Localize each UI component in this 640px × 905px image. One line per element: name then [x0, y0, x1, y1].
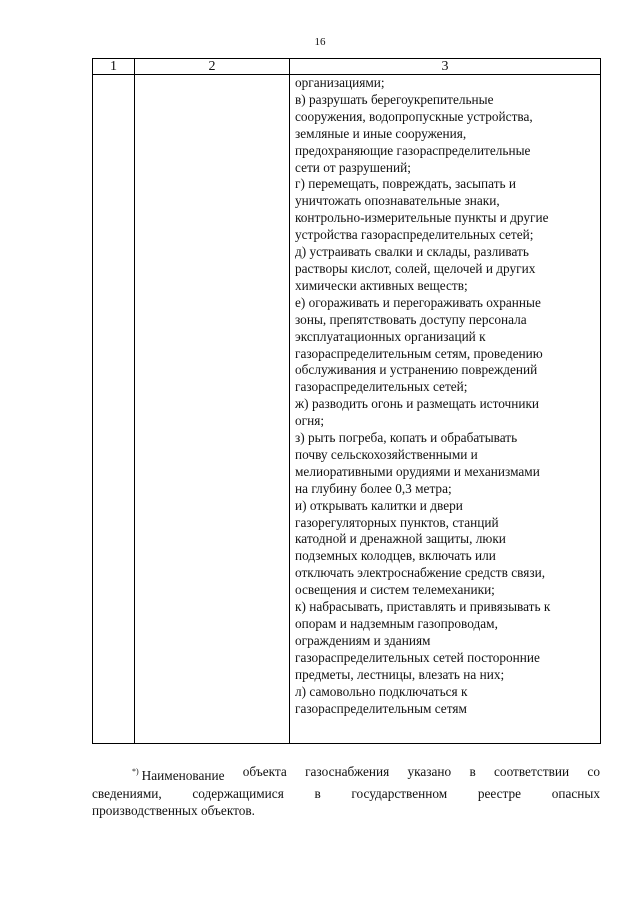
text-line: д) устраивать свалки и склады, разливать — [295, 244, 529, 260]
footnote-word: государственном — [351, 785, 448, 801]
text-line: з) рыть погреба, копать и обрабатывать — [295, 430, 518, 446]
footnote-word: в — [314, 785, 321, 801]
text-line: отключать электроснабжение средств связи, — [295, 565, 546, 581]
table-header-row — [93, 59, 601, 75]
footnote-word: указано — [407, 764, 452, 779]
footnote-line-1 — [108, 763, 600, 785]
footnote-marker: *) — [132, 767, 139, 776]
table-row — [93, 75, 601, 744]
restrictions-text — [295, 75, 600, 717]
footnote-word: реестре — [477, 785, 522, 801]
text-line: освещения и систем телемеханики; — [295, 582, 495, 598]
text-line: е) огораживать и перегораживать охранные — [295, 294, 541, 310]
text-line: огня; — [295, 413, 325, 429]
text-line: опорам и надземным газопроводам, — [295, 616, 498, 631]
text-line: устройства газораспределительных сетей; — [295, 227, 534, 243]
text-line: л) самовольно подключаться к — [295, 683, 468, 699]
text-line: подземных колодцев, включать или — [295, 548, 496, 564]
footnote-word: газоснабжения — [305, 764, 390, 779]
column-header-3: 3 — [290, 59, 601, 75]
footnote-word: сведениями, — [92, 785, 162, 801]
footnote-word-text: Наименование — [141, 768, 225, 783]
footnote-word: объекта — [242, 764, 287, 779]
footnote-word: в — [469, 764, 476, 779]
text-line: контрольно-измерительные пункты и другие — [295, 210, 549, 226]
column-header-1: 1 — [93, 59, 135, 75]
text-line: организациями; — [295, 75, 385, 90]
text-line: мелиоративными орудиями и механизмами — [295, 463, 540, 479]
text-line: эксплуатационных организаций к — [295, 328, 486, 344]
text-line: предохраняющие газораспределительные — [295, 142, 531, 158]
text-line: сети от разрушений; — [295, 159, 411, 175]
cell-col3 — [290, 75, 601, 744]
footnote-word — [132, 763, 225, 785]
cell-col2 — [135, 75, 290, 744]
text-line: газораспределительных сетей; — [295, 379, 468, 395]
text-line: растворы кислот, солей, щелочей и других — [295, 260, 536, 276]
footnote-line-2 — [92, 785, 600, 803]
text-line: ж) разводить огонь и размещать источники — [295, 396, 540, 412]
footnote-line-3: производственных объектов. — [92, 803, 255, 818]
text-line: газораспределительным сетям, проведению — [295, 345, 543, 361]
text-line: г) перемещать, повреждать, засыпать и — [295, 176, 517, 192]
text-line: сооружения, водопропускные устройства, — [295, 108, 533, 124]
text-line: в) разрушать берегоукрепительные — [295, 91, 494, 107]
text-line: газораспределительных сетей посторонние — [295, 649, 540, 665]
text-line: на глубину более 0,3 метра; — [295, 480, 452, 496]
footnote — [92, 763, 600, 820]
text-line: газораспределительным сетям — [295, 700, 467, 716]
text-line: предметы, лестницы, влезать на них; — [295, 666, 505, 682]
footnote-word: содержащимися — [192, 785, 284, 801]
text-line: к) набрасывать, приставлять и привязывать к — [295, 599, 551, 615]
footnote-word: со — [587, 764, 600, 779]
page-number: 16 — [314, 36, 326, 48]
text-line: уничтожать опознавательные знаки, — [295, 193, 500, 209]
text-line: ограждениям и зданиям — [295, 632, 431, 648]
text-line: химически активных веществ; — [295, 277, 468, 293]
text-line: обслуживания и устранению повреждений — [295, 362, 538, 378]
footnote-word: соответствии — [494, 764, 570, 779]
cell-col1 — [93, 75, 135, 744]
text-line: газорегуляторных пунктов, станций — [295, 514, 499, 530]
text-line: и) открывать калитки и двери — [295, 497, 463, 513]
column-header-2: 2 — [135, 59, 290, 75]
text-line: почву сельскохозяйственными и — [295, 446, 478, 462]
footnote-word: опасных — [551, 785, 600, 801]
text-line: земляные и иные сооружения, — [295, 125, 467, 141]
text-line: катодной и дренажной защиты, люки — [295, 531, 506, 547]
text-line: зоны, препятствовать доступу персонала — [295, 311, 527, 327]
requirements-table — [92, 58, 601, 744]
